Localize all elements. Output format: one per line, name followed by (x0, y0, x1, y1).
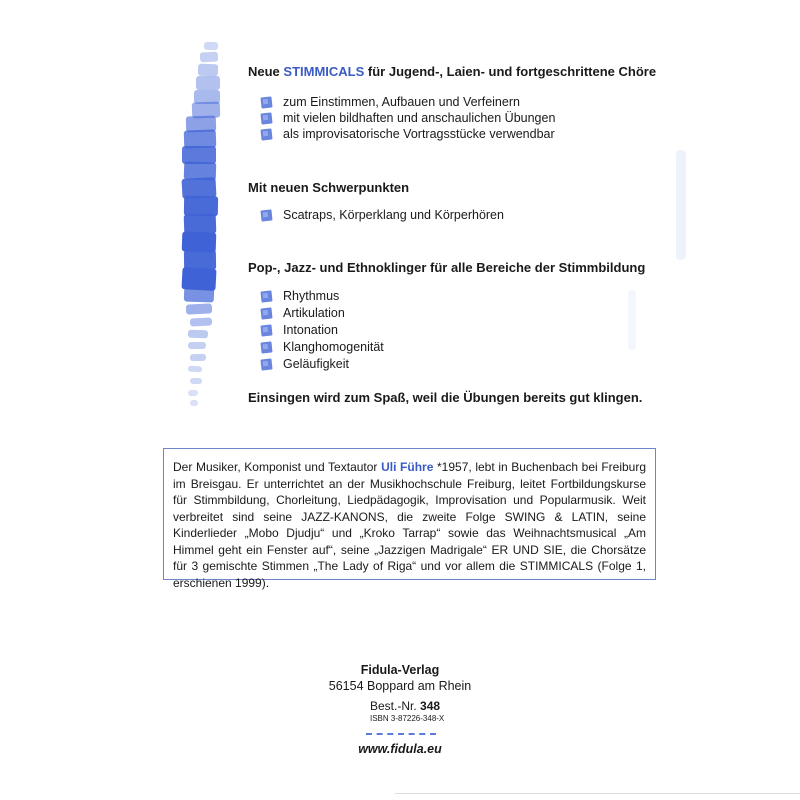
watercolor-brush-decoration (170, 38, 230, 418)
list-item: mit vielen bildhaften und anschaulichen Übungen (283, 111, 555, 126)
bullet-square-icon (260, 209, 272, 221)
brush-stroke (188, 366, 202, 373)
brush-stroke (198, 64, 218, 77)
brush-stroke (196, 76, 220, 90)
publisher-address: 56154 Boppard am Rhein (328, 679, 472, 693)
heading-ethnoklinger: Pop-, Jazz- und Ethnoklinger für alle Bereiche der Stimmbildung (248, 260, 646, 275)
author-name: Uli Führe (381, 460, 434, 474)
brush-stroke (190, 317, 212, 326)
bullet-square-icon (260, 96, 272, 108)
heading-stimmicals (248, 64, 656, 79)
list-item: als improvisatorische Vortragsstücke verwendbar (283, 127, 555, 142)
brush-stroke (188, 390, 198, 396)
list-item: zum Einstimmen, Aufbauen und Verfeinern (283, 95, 520, 110)
heading-schwerpunkte: Mit neuen Schwerpunkten (248, 180, 410, 195)
stimmicals-highlight: STIMMICALS (283, 64, 365, 79)
bullet-square-icon (260, 112, 272, 124)
publisher-name: Fidula-Verlag (360, 663, 440, 677)
brush-stroke (188, 342, 206, 349)
list-item: Rhythmus (283, 289, 339, 304)
list-item: Artikulation (283, 306, 345, 321)
bullet-square-icon (260, 341, 272, 353)
list-item: Scatraps, Körperklang und Körperhören (283, 208, 504, 223)
bullet-square-icon (260, 307, 272, 319)
list-item: Intonation (283, 323, 338, 338)
heading-suffix: für Jugend-, Laien- und fortgeschrittene Chöre (364, 64, 657, 79)
faint-brush-streak (676, 150, 686, 260)
bullet-square-icon (260, 290, 272, 302)
brush-stroke (184, 287, 214, 302)
brush-stroke (204, 42, 218, 50)
website-link[interactable]: www.fidula.eu (358, 742, 442, 756)
bottom-edge-line (395, 793, 800, 794)
list-item: Klanghomogenität (283, 340, 384, 355)
order-number (370, 699, 440, 713)
isbn: ISBN 3-87226-348-X (370, 714, 445, 723)
closing-statement: Einsingen wird zum Spaß, weil die Übungen bereits gut klingen. (248, 390, 643, 405)
brush-stroke (186, 303, 212, 314)
bullet-square-icon (260, 128, 272, 140)
brush-stroke (190, 354, 206, 362)
brush-stroke (190, 400, 198, 406)
bullet-square-icon (260, 324, 272, 336)
brush-stroke (200, 52, 218, 63)
brush-stroke (190, 378, 202, 384)
author-bio-box (163, 448, 656, 590)
heading-prefix: Neue (248, 64, 284, 79)
order-label: Best.-Nr. (370, 699, 417, 713)
dashed-ornament (366, 733, 436, 737)
author-bio-text: Der Musiker, Komponist und Textautor Uli Führe *1957, lebt in Buchenbach bei Freiburg im Breisgau. Er unterrichtet an der Musikhochschule Freiburg, leitet Fortbildungskurse für Stimmbildung, Chorleitung, Liedpädagogik, Improvisation und Popularmusik. Weit verbreitet sind seine JAZZ-KANONS, die zweite Folge SWING & LATIN, seine Kinderlieder „Mobo Djudju“ und „Kroko Tarrap“ sowie das Weihnachtsmusical „Am Himmel geht ein Fenster auf“, seine „Jazzigen Madrigale“ ER UND SIE, die Chorsätze für 3 gemischte Stimmen „The Lady of Riga“ und vor allem die STIMMICALS (Folge 1, erschienen 1999). (173, 460, 646, 590)
faint-brush-streak (628, 290, 636, 350)
bullet-square-icon (260, 358, 272, 370)
list-item: Geläufigkeit (283, 357, 349, 372)
brush-stroke (188, 330, 208, 339)
order-number-value: 348 (420, 699, 441, 713)
